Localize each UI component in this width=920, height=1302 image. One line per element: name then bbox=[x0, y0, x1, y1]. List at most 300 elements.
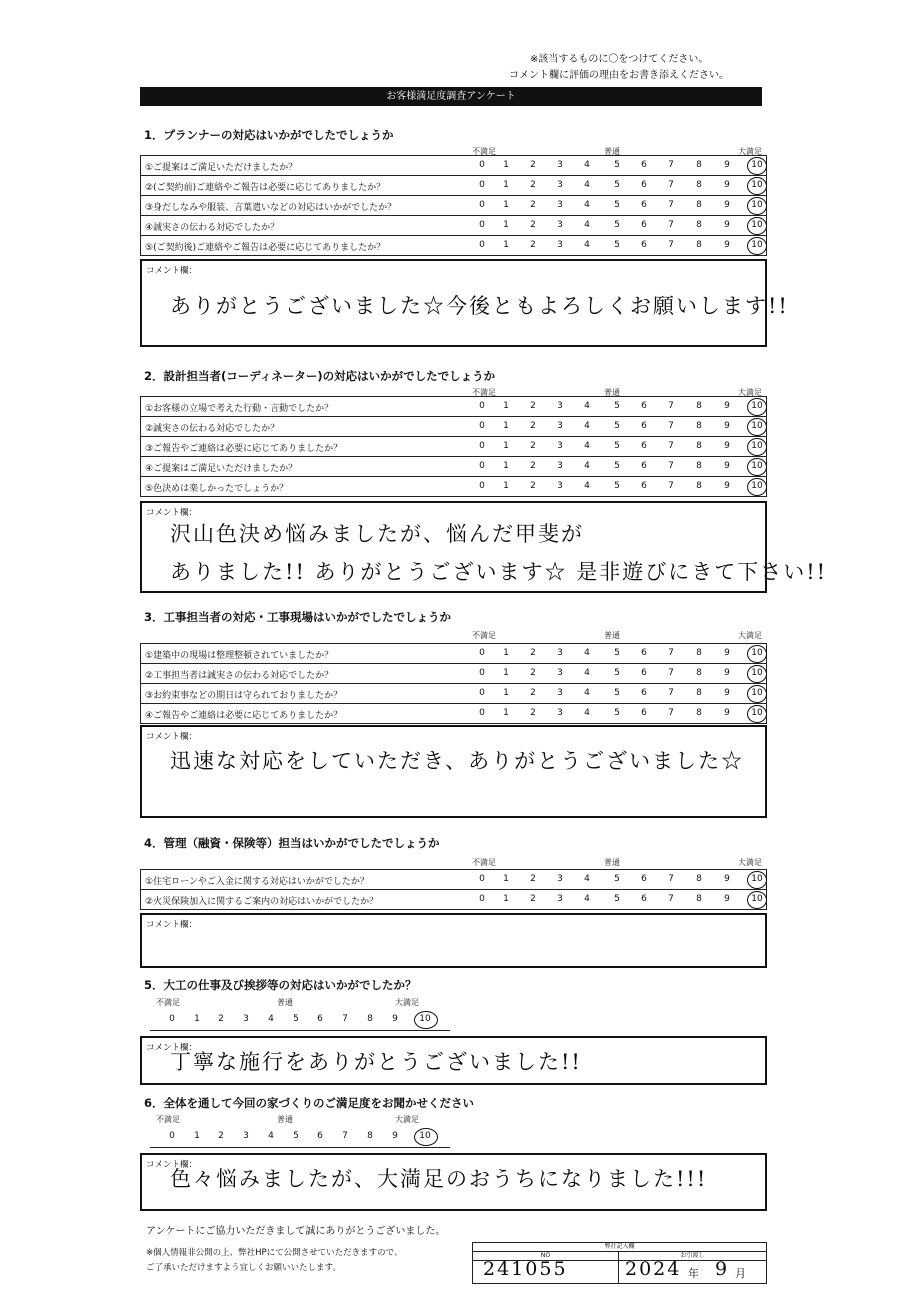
rating-option-5[interactable]: 5 bbox=[614, 180, 620, 190]
section-6-scale-low: 不満足 bbox=[156, 1115, 180, 1124]
selected-rating-circle bbox=[414, 1128, 438, 1146]
question-row bbox=[140, 663, 767, 684]
rating-option-3[interactable]: 3 bbox=[243, 1014, 249, 1024]
rating-option-8[interactable]: 8 bbox=[696, 220, 702, 230]
selected-rating-circle bbox=[747, 157, 767, 175]
rating-option-1[interactable]: 1 bbox=[503, 688, 509, 698]
rating-option-10[interactable]: 10 bbox=[751, 668, 763, 678]
rating-option-5[interactable]: 5 bbox=[614, 668, 620, 678]
rating-option-9[interactable]: 9 bbox=[724, 220, 730, 230]
selected-rating-circle bbox=[747, 705, 767, 723]
rating-option-7[interactable]: 7 bbox=[668, 441, 674, 451]
rating-option-9[interactable]: 9 bbox=[724, 240, 730, 250]
rating-option-4[interactable]: 4 bbox=[584, 708, 590, 718]
office-use-box bbox=[472, 1242, 767, 1284]
question-row bbox=[140, 889, 767, 910]
rating-option-10[interactable]: 10 bbox=[751, 648, 763, 658]
rating-option-2[interactable]: 2 bbox=[530, 708, 536, 718]
section-1-title: 1．プランナーの対応はいかがでしたでしょうか bbox=[144, 128, 394, 142]
rating-option-7[interactable]: 7 bbox=[668, 180, 674, 190]
rating-option-9[interactable]: 9 bbox=[724, 160, 730, 170]
question-text: ③身だしなみや服装、言葉遣いなどの対応はいかがでしたか？ bbox=[145, 203, 397, 213]
rating-option-0[interactable]: 0 bbox=[479, 441, 485, 451]
question-row bbox=[140, 683, 767, 704]
rating-option-6[interactable]: 6 bbox=[641, 894, 647, 904]
rating-option-7[interactable]: 7 bbox=[668, 461, 674, 471]
rating-option-0[interactable]: 0 bbox=[479, 481, 485, 491]
rating-option-3[interactable]: 3 bbox=[557, 668, 563, 678]
rating-option-8[interactable]: 8 bbox=[696, 668, 702, 678]
rating-option-4[interactable]: 4 bbox=[584, 200, 590, 210]
office-year: 2024 bbox=[625, 1258, 682, 1280]
comment-label: コメント欄： bbox=[146, 1160, 198, 1170]
selected-rating-circle bbox=[414, 1011, 438, 1029]
rating-option-4[interactable]: 4 bbox=[584, 481, 590, 491]
rating-option-8[interactable]: 8 bbox=[696, 441, 702, 451]
rating-option-5[interactable]: 5 bbox=[293, 1131, 299, 1141]
rating-option-10[interactable]: 10 bbox=[751, 688, 763, 698]
section-5-scale-high: 大満足 bbox=[395, 998, 419, 1007]
rating-option-6[interactable]: 6 bbox=[317, 1131, 323, 1141]
question-text: ②火災保険加入に関するご案内の対応はいかがでしたか？ bbox=[145, 897, 379, 907]
section-3-title: 3．工事担当者の対応・工事現場はいかがでしたでしょうか bbox=[144, 610, 451, 624]
rating-option-10[interactable]: 10 bbox=[751, 461, 763, 471]
rating-option-7[interactable]: 7 bbox=[342, 1014, 348, 1024]
rating-option-9[interactable]: 9 bbox=[724, 894, 730, 904]
rating-option-10[interactable]: 10 bbox=[751, 481, 763, 491]
rating-option-6[interactable]: 6 bbox=[641, 421, 647, 431]
rating-option-8[interactable]: 8 bbox=[367, 1014, 373, 1024]
rating-option-7[interactable]: 7 bbox=[668, 200, 674, 210]
rating-option-0[interactable]: 0 bbox=[479, 668, 485, 678]
question-row bbox=[140, 235, 767, 256]
rating-option-10[interactable]: 10 bbox=[751, 240, 763, 250]
selected-rating-circle bbox=[747, 177, 767, 195]
rating-option-7[interactable]: 7 bbox=[668, 708, 674, 718]
office-date-label: お引渡し bbox=[619, 1251, 766, 1261]
rating-option-1[interactable]: 1 bbox=[503, 421, 509, 431]
rating-option-5[interactable]: 5 bbox=[614, 461, 620, 471]
question-text: ⑤(ご契約後)ご連絡やご報告は必要に応じてありましたか？ bbox=[145, 243, 386, 253]
rating-option-6[interactable]: 6 bbox=[641, 180, 647, 190]
rating-option-5[interactable]: 5 bbox=[614, 421, 620, 431]
rating-option-9[interactable]: 9 bbox=[724, 421, 730, 431]
rating-option-3[interactable]: 3 bbox=[557, 421, 563, 431]
section-4-title: 4．管理（融資・保険等）担当はいかがでしたでしょうか bbox=[144, 836, 440, 850]
rating-option-4[interactable]: 4 bbox=[584, 441, 590, 451]
rating-option-8[interactable]: 8 bbox=[696, 481, 702, 491]
rating-option-8[interactable]: 8 bbox=[696, 688, 702, 698]
rating-option-0[interactable]: 0 bbox=[479, 200, 485, 210]
rating-option-4[interactable]: 4 bbox=[584, 874, 590, 884]
rating-option-5[interactable]: 5 bbox=[614, 441, 620, 451]
selected-rating-circle bbox=[747, 418, 767, 436]
rating-option-10[interactable]: 10 bbox=[751, 708, 763, 718]
handwritten-comment: 色々悩みましたが、大満足のおうちになりました!!! bbox=[170, 1167, 708, 1191]
rating-option-5[interactable]: 5 bbox=[614, 874, 620, 884]
rating-option-9[interactable]: 9 bbox=[724, 648, 730, 658]
rating-option-1[interactable]: 1 bbox=[503, 240, 509, 250]
rating-option-3[interactable]: 3 bbox=[557, 180, 563, 190]
rating-option-9[interactable]: 9 bbox=[724, 461, 730, 471]
rating-option-0[interactable]: 0 bbox=[479, 220, 485, 230]
rating-option-7[interactable]: 7 bbox=[668, 688, 674, 698]
rating-option-2[interactable]: 2 bbox=[530, 401, 536, 411]
rating-underline bbox=[150, 1030, 450, 1031]
rating-option-1[interactable]: 1 bbox=[503, 874, 509, 884]
rating-option-0[interactable]: 0 bbox=[479, 648, 485, 658]
rating-option-8[interactable]: 8 bbox=[696, 180, 702, 190]
rating-option-1[interactable]: 1 bbox=[194, 1131, 200, 1141]
question-row bbox=[140, 476, 767, 497]
rating-option-6[interactable]: 6 bbox=[641, 708, 647, 718]
question-text: ②(ご契約前)ご連絡やご報告は必要に応じてありましたか？ bbox=[145, 183, 386, 193]
rating-option-5[interactable]: 5 bbox=[614, 688, 620, 698]
rating-option-6[interactable]: 6 bbox=[641, 200, 647, 210]
rating-option-4[interactable]: 4 bbox=[584, 668, 590, 678]
survey-title-banner: お客様満足度調査アンケート bbox=[140, 87, 762, 106]
rating-option-3[interactable]: 3 bbox=[557, 894, 563, 904]
rating-option-3[interactable]: 3 bbox=[557, 874, 563, 884]
question-text: ④誠実さの伝わる対応でしたか？ bbox=[145, 223, 280, 233]
rating-option-5[interactable]: 5 bbox=[614, 160, 620, 170]
question-text: ①お客様の立場で考えた行動・言動でしたか？ bbox=[145, 404, 334, 414]
rating-option-1[interactable]: 1 bbox=[503, 401, 509, 411]
section-6-scale-mid: 普通 bbox=[277, 1115, 293, 1124]
rating-option-9[interactable]: 9 bbox=[724, 708, 730, 718]
rating-option-5[interactable]: 5 bbox=[614, 648, 620, 658]
section-2-title: 2．設計担当者(コーディネーター)の対応はいかがでしたでしょうか bbox=[144, 369, 496, 383]
footer-privacy-2: ご了承いただけますよう宜しくお願いいたします。 bbox=[146, 1263, 341, 1273]
rating-option-4[interactable]: 4 bbox=[584, 220, 590, 230]
rating-option-9[interactable]: 9 bbox=[724, 401, 730, 411]
rating-option-0[interactable]: 0 bbox=[479, 160, 485, 170]
rating-option-6[interactable]: 6 bbox=[641, 688, 647, 698]
rating-option-3[interactable]: 3 bbox=[557, 688, 563, 698]
rating-option-8[interactable]: 8 bbox=[696, 874, 702, 884]
office-use-header: 弊社記入欄 bbox=[473, 1243, 766, 1252]
rating-option-9[interactable]: 9 bbox=[724, 441, 730, 451]
section-3-scale-low: 不満足 bbox=[472, 631, 496, 640]
rating-option-1[interactable]: 1 bbox=[503, 180, 509, 190]
rating-option-8[interactable]: 8 bbox=[696, 401, 702, 411]
rating-option-5[interactable]: 5 bbox=[614, 200, 620, 210]
comment-label: コメント欄： bbox=[146, 266, 198, 276]
rating-option-2[interactable]: 2 bbox=[530, 240, 536, 250]
selected-rating-circle bbox=[747, 645, 767, 663]
office-year-unit: 年 bbox=[688, 1267, 699, 1280]
rating-option-4[interactable]: 4 bbox=[268, 1131, 274, 1141]
question-text: ⑤色決めは楽しかったでしょうか？ bbox=[145, 484, 289, 494]
rating-option-4[interactable]: 4 bbox=[584, 401, 590, 411]
selected-rating-circle bbox=[747, 665, 767, 683]
rating-option-9[interactable]: 9 bbox=[392, 1131, 398, 1141]
rating-option-6[interactable]: 6 bbox=[641, 441, 647, 451]
office-month: 9 bbox=[715, 1258, 730, 1280]
section-2-scale-high: 大満足 bbox=[738, 388, 762, 397]
section-4-comment-box[interactable] bbox=[140, 913, 767, 968]
rating-option-4[interactable]: 4 bbox=[268, 1014, 274, 1024]
rating-option-5[interactable]: 5 bbox=[614, 708, 620, 718]
rating-option-2[interactable]: 2 bbox=[530, 200, 536, 210]
section-1-scale-mid: 普通 bbox=[604, 147, 620, 156]
rating-option-9[interactable]: 9 bbox=[724, 688, 730, 698]
selected-rating-circle bbox=[747, 237, 767, 255]
rating-option-4[interactable]: 4 bbox=[584, 160, 590, 170]
office-month-unit: 月 bbox=[735, 1267, 746, 1280]
rating-option-1[interactable]: 1 bbox=[503, 160, 509, 170]
section-6-title: 6．全体を通して今回の家づくりのご満足度をお聞かせください bbox=[144, 1096, 474, 1110]
rating-option-3[interactable]: 3 bbox=[557, 441, 563, 451]
rating-option-1[interactable]: 1 bbox=[503, 481, 509, 491]
rating-option-1[interactable]: 1 bbox=[503, 708, 509, 718]
rating-option-8[interactable]: 8 bbox=[696, 200, 702, 210]
rating-option-2[interactable]: 2 bbox=[530, 160, 536, 170]
rating-option-4[interactable]: 4 bbox=[584, 240, 590, 250]
rating-option-8[interactable]: 8 bbox=[696, 894, 702, 904]
rating-option-6[interactable]: 6 bbox=[641, 668, 647, 678]
rating-option-2[interactable]: 2 bbox=[530, 481, 536, 491]
rating-option-7[interactable]: 7 bbox=[668, 401, 674, 411]
rating-option-5[interactable]: 5 bbox=[614, 240, 620, 250]
rating-option-1[interactable]: 1 bbox=[503, 200, 509, 210]
rating-option-4[interactable]: 4 bbox=[584, 648, 590, 658]
section-5-scale-low: 不満足 bbox=[156, 998, 180, 1007]
rating-option-2[interactable]: 2 bbox=[530, 648, 536, 658]
rating-option-8[interactable]: 8 bbox=[696, 160, 702, 170]
rating-option-4[interactable]: 4 bbox=[584, 421, 590, 431]
section-2-scale-low: 不満足 bbox=[472, 388, 496, 397]
rating-option-10[interactable]: 10 bbox=[751, 441, 763, 451]
comment-label: コメント欄： bbox=[146, 920, 198, 930]
rating-option-1[interactable]: 1 bbox=[194, 1014, 200, 1024]
question-text: ②誠実さの伝わる対応でしたか？ bbox=[145, 424, 280, 434]
rating-option-3[interactable]: 3 bbox=[557, 401, 563, 411]
comment-label: コメント欄： bbox=[146, 508, 198, 518]
rating-option-3[interactable]: 3 bbox=[557, 160, 563, 170]
rating-option-0[interactable]: 0 bbox=[479, 688, 485, 698]
rating-option-3[interactable]: 3 bbox=[557, 461, 563, 471]
rating-option-4[interactable]: 4 bbox=[584, 894, 590, 904]
section-3-scale-mid: 普通 bbox=[604, 631, 620, 640]
rating-option-9[interactable]: 9 bbox=[724, 200, 730, 210]
rating-option-6[interactable]: 6 bbox=[641, 874, 647, 884]
rating-option-8[interactable]: 8 bbox=[696, 461, 702, 471]
rating-option-2[interactable]: 2 bbox=[530, 668, 536, 678]
section-6-scale-high: 大満足 bbox=[395, 1115, 419, 1124]
rating-option-10[interactable]: 10 bbox=[751, 160, 763, 170]
question-row bbox=[140, 436, 767, 457]
rating-option-10[interactable]: 10 bbox=[419, 1014, 431, 1024]
rating-option-6[interactable]: 6 bbox=[641, 461, 647, 471]
rating-option-10[interactable]: 10 bbox=[751, 220, 763, 230]
rating-option-7[interactable]: 7 bbox=[668, 481, 674, 491]
rating-option-7[interactable]: 7 bbox=[668, 220, 674, 230]
selected-rating-circle bbox=[747, 685, 767, 703]
rating-option-6[interactable]: 6 bbox=[317, 1014, 323, 1024]
instruction-line-2: コメント欄に評価の理由をお書き添えください。 bbox=[509, 70, 729, 81]
handwritten-comment: 迅速な対応をしていただき、ありがとうございました☆ bbox=[170, 749, 745, 773]
section-4-scale-high: 大満足 bbox=[738, 858, 762, 867]
rating-option-4[interactable]: 4 bbox=[584, 180, 590, 190]
question-row bbox=[140, 396, 767, 417]
rating-option-0[interactable]: 0 bbox=[479, 240, 485, 250]
footer-thanks: アンケートにご協力いただきまして誠にありがとうございました。 bbox=[146, 1226, 446, 1237]
rating-option-2[interactable]: 2 bbox=[530, 180, 536, 190]
rating-option-7[interactable]: 7 bbox=[668, 668, 674, 678]
question-row bbox=[140, 869, 767, 890]
rating-option-2[interactable]: 2 bbox=[530, 874, 536, 884]
rating-option-8[interactable]: 8 bbox=[696, 240, 702, 250]
rating-option-6[interactable]: 6 bbox=[641, 481, 647, 491]
selected-rating-circle bbox=[747, 458, 767, 476]
rating-option-0[interactable]: 0 bbox=[479, 421, 485, 431]
rating-option-10[interactable]: 10 bbox=[751, 874, 763, 884]
question-text: ④ご報告やご連絡は必要に応じてありましたか？ bbox=[145, 711, 343, 721]
rating-option-7[interactable]: 7 bbox=[668, 160, 674, 170]
section-4-scale-low: 不満足 bbox=[472, 858, 496, 867]
question-row bbox=[140, 416, 767, 437]
rating-option-7[interactable]: 7 bbox=[668, 240, 674, 250]
rating-option-9[interactable]: 9 bbox=[724, 668, 730, 678]
rating-option-1[interactable]: 1 bbox=[503, 668, 509, 678]
selected-rating-circle bbox=[747, 197, 767, 215]
rating-option-2[interactable]: 2 bbox=[218, 1014, 224, 1024]
selected-rating-circle bbox=[747, 438, 767, 456]
instruction-line-1: ※該当するものに〇をつけてください。 bbox=[530, 54, 709, 65]
rating-option-2[interactable]: 2 bbox=[530, 688, 536, 698]
question-text: ③ご報告やご連絡は必要に応じてありましたか？ bbox=[145, 444, 343, 454]
rating-option-5[interactable]: 5 bbox=[614, 401, 620, 411]
rating-option-7[interactable]: 7 bbox=[668, 648, 674, 658]
rating-option-3[interactable]: 3 bbox=[557, 708, 563, 718]
rating-option-3[interactable]: 3 bbox=[557, 240, 563, 250]
rating-option-9[interactable]: 9 bbox=[392, 1014, 398, 1024]
rating-option-3[interactable]: 3 bbox=[243, 1131, 249, 1141]
rating-option-4[interactable]: 4 bbox=[584, 688, 590, 698]
rating-option-0[interactable]: 0 bbox=[479, 180, 485, 190]
rating-option-7[interactable]: 7 bbox=[668, 894, 674, 904]
comment-label: コメント欄： bbox=[146, 1043, 198, 1053]
rating-option-10[interactable]: 10 bbox=[419, 1131, 431, 1141]
rating-option-6[interactable]: 6 bbox=[641, 401, 647, 411]
rating-option-10[interactable]: 10 bbox=[751, 200, 763, 210]
question-text: ①住宅ローンやご入金に関する対応はいかがでしたか？ bbox=[145, 877, 369, 887]
rating-option-1[interactable]: 1 bbox=[503, 220, 509, 230]
rating-option-8[interactable]: 8 bbox=[696, 648, 702, 658]
rating-option-7[interactable]: 7 bbox=[342, 1131, 348, 1141]
rating-option-0[interactable]: 0 bbox=[479, 461, 485, 471]
rating-option-8[interactable]: 8 bbox=[696, 708, 702, 718]
rating-option-5[interactable]: 5 bbox=[614, 894, 620, 904]
rating-option-2[interactable]: 2 bbox=[530, 441, 536, 451]
rating-underline bbox=[150, 1147, 450, 1148]
question-row bbox=[140, 175, 767, 196]
rating-option-6[interactable]: 6 bbox=[641, 240, 647, 250]
rating-option-5[interactable]: 5 bbox=[293, 1014, 299, 1024]
question-text: ④ご提案はご満足いただけましたか？ bbox=[145, 464, 298, 474]
rating-option-0[interactable]: 0 bbox=[169, 1014, 175, 1024]
question-row bbox=[140, 215, 767, 236]
rating-option-9[interactable]: 9 bbox=[724, 481, 730, 491]
rating-option-10[interactable]: 10 bbox=[751, 180, 763, 190]
rating-option-4[interactable]: 4 bbox=[584, 461, 590, 471]
rating-option-1[interactable]: 1 bbox=[503, 648, 509, 658]
selected-rating-circle bbox=[747, 478, 767, 496]
rating-option-5[interactable]: 5 bbox=[614, 481, 620, 491]
rating-option-1[interactable]: 1 bbox=[503, 441, 509, 451]
rating-option-7[interactable]: 7 bbox=[668, 421, 674, 431]
rating-option-0[interactable]: 0 bbox=[479, 894, 485, 904]
rating-option-8[interactable]: 8 bbox=[367, 1131, 373, 1141]
rating-option-0[interactable]: 0 bbox=[479, 401, 485, 411]
rating-option-0[interactable]: 0 bbox=[479, 708, 485, 718]
rating-option-3[interactable]: 3 bbox=[557, 648, 563, 658]
rating-option-6[interactable]: 6 bbox=[641, 160, 647, 170]
section-4-scale-mid: 普通 bbox=[604, 858, 620, 867]
section-2-scale-mid: 普通 bbox=[604, 388, 620, 397]
rating-option-2[interactable]: 2 bbox=[530, 894, 536, 904]
footer-privacy-1: ※個人情報非公開の上、弊社HPにて公開させていただきますので、 bbox=[146, 1248, 403, 1258]
section-3-scale-high: 大満足 bbox=[738, 631, 762, 640]
rating-option-2[interactable]: 2 bbox=[530, 220, 536, 230]
comment-label: コメント欄： bbox=[146, 732, 198, 742]
rating-option-5[interactable]: 5 bbox=[614, 220, 620, 230]
office-no-value: 241055 bbox=[483, 1258, 568, 1280]
selected-rating-circle bbox=[747, 217, 767, 235]
question-row bbox=[140, 456, 767, 477]
question-row bbox=[140, 703, 767, 724]
section-1-scale-low: 不満足 bbox=[472, 147, 496, 156]
question-text: ①建築中の現場は整理整頓されていましたか？ bbox=[145, 651, 334, 661]
rating-option-10[interactable]: 10 bbox=[751, 894, 763, 904]
question-row bbox=[140, 643, 767, 664]
rating-option-1[interactable]: 1 bbox=[503, 894, 509, 904]
selected-rating-circle bbox=[747, 398, 767, 416]
question-text: ③お約束事などの期日は守られておりましたか？ bbox=[145, 691, 343, 701]
rating-option-1[interactable]: 1 bbox=[503, 461, 509, 471]
office-no-label: NO bbox=[473, 1251, 619, 1261]
section-5-scale-mid: 普通 bbox=[277, 998, 293, 1007]
selected-rating-circle bbox=[747, 891, 767, 909]
rating-option-10[interactable]: 10 bbox=[751, 421, 763, 431]
rating-option-0[interactable]: 0 bbox=[479, 874, 485, 884]
question-row bbox=[140, 155, 767, 176]
rating-option-6[interactable]: 6 bbox=[641, 220, 647, 230]
handwritten-comment: ありました!! ありがとうございます☆ 是非遊びにきて下さい!! bbox=[170, 560, 828, 584]
rating-option-3[interactable]: 3 bbox=[557, 481, 563, 491]
rating-option-2[interactable]: 2 bbox=[218, 1131, 224, 1141]
handwritten-comment: 丁寧な施行をありがとうございました!! bbox=[170, 1050, 582, 1074]
rating-option-0[interactable]: 0 bbox=[169, 1131, 175, 1141]
rating-option-2[interactable]: 2 bbox=[530, 461, 536, 471]
rating-option-2[interactable]: 2 bbox=[530, 421, 536, 431]
rating-option-3[interactable]: 3 bbox=[557, 220, 563, 230]
handwritten-comment: ありがとうございました☆今後ともよろしくお願いします!! bbox=[170, 294, 789, 318]
question-row bbox=[140, 195, 767, 216]
office-divider bbox=[618, 1260, 619, 1283]
rating-option-9[interactable]: 9 bbox=[724, 874, 730, 884]
question-text: ②工事担当者は誠実さの伝わる対応でしたか？ bbox=[145, 671, 334, 681]
rating-option-10[interactable]: 10 bbox=[751, 401, 763, 411]
rating-option-7[interactable]: 7 bbox=[668, 874, 674, 884]
rating-option-6[interactable]: 6 bbox=[641, 648, 647, 658]
section-5-title: 5．大工の仕事及び挨拶等の対応はいかがでしたか？ bbox=[144, 978, 417, 992]
rating-option-8[interactable]: 8 bbox=[696, 421, 702, 431]
rating-option-9[interactable]: 9 bbox=[724, 180, 730, 190]
handwritten-comment: 沢山色決め悩みましたが、悩んだ甲斐が bbox=[170, 522, 584, 546]
rating-option-3[interactable]: 3 bbox=[557, 200, 563, 210]
